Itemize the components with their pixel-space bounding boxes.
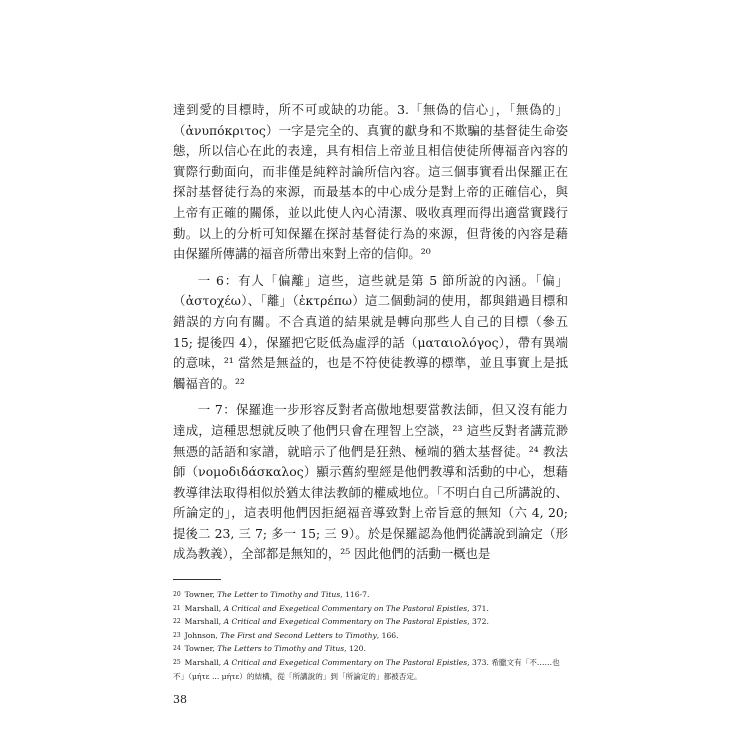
- footnote: [173, 588, 568, 602]
- body-text: [173, 100, 568, 571]
- paragraph: 一 7：保羅進一步形容反對者高傲地想要當教法師，但又沒有能力達成，這種思想就反映了他們只會在理智上空談，²³ 這些反對者講荒渺無憑的話語和家譜，就暗示了他們是狂熱、極端的猶太基督徒。²⁴ 教法師（νομοδιδάσκαλος）顯示舊約聖經是他們教導和活動的中心，想藉教導律法取得相似於猶太律法教師的權威地位。「不明白自己所講說的、所論定的」，這表明他們因拒絕福音導致對上帝旨意的無知（六 4, 20; 提後二 23, 三 7; 多一 15; 三 9）。於是保羅認為他們從講說到論定（形成為教義），全部都是無知的，²⁵ 因此他們的活動一概也是: [173, 402, 568, 562]
- footnote-author: Towner,: [184, 590, 218, 599]
- footnote: [173, 656, 568, 683]
- footnote-author: Marshall,: [184, 617, 224, 627]
- paragraph: 達到愛的目標時，所不可或缺的功能。3.「無偽的信心」，「無偽的」（ἀνυπόκριτος）一字是完全的、真實的獻身和不欺騙的基督徒生命姿態，所以信心在此的表達，具有相信上帝並且相信使徒所傳福音內容的實際行動面向，而非僅是純粹討論所信內容。這三個事實看出保羅正在探討基督徒行為的來源，而最基本的中心成分是對上帝的正確信心，與上帝有正確的關係，並以此使人內心清潔、吸收真理而得出適當實踐行動。以上的分析可知保羅在探討基督徒行為的來源，但背後的內容是藉由保羅所傳講的福音所帶出來對上帝的信仰。²⁰: [173, 102, 568, 262]
- footnote-author: Marshall,: [184, 657, 224, 667]
- footnote-rest: , 116-7.: [340, 590, 370, 599]
- footnote: [173, 615, 568, 629]
- footnote-rest: , 372.: [467, 617, 489, 627]
- footnote-number: 23: [173, 631, 181, 639]
- footnote-number: 20: [173, 591, 181, 598]
- footnote-title: A Critical and Exegetical Commentary on The Pastoral Epistles: [223, 603, 468, 613]
- footnotes: [173, 588, 568, 683]
- footnote-title: The Letter to Timothy and Titus: [217, 590, 341, 599]
- footnote-author: Marshall,: [184, 603, 224, 613]
- footnote: [173, 642, 568, 656]
- paragraph: 一 6：有人「偏離」這些，這些就是第 5 節所說的內涵。「偏」（ἀστοχέω）、「離」（ἐκτρέπω）這二個動詞的使用，都與錯過目標和錯誤的方向有關。不合真道的結果就是轉向那些人自己的目標（參五 15; 提後四 4），保羅把它貶低為虛浮的話（ματαιολόγος），帶有異端的意味，²¹ 當然是無益的，也是不符使徒教導的標準，並且事實上是抵觸福音的。²²: [173, 272, 568, 391]
- footnote-author: Towner,: [184, 644, 218, 654]
- footnote-rest: , 373. 希臘文有「不……也不」（μήτε ... μήτε）的結構，從「所講說的」到「所論定的」都被否定。: [173, 657, 560, 681]
- footnote-number: 25: [173, 658, 181, 666]
- footnote-rest: , 120.: [344, 644, 366, 654]
- footnote: [173, 629, 568, 643]
- footnote-number: 22: [173, 618, 181, 626]
- footnote: [173, 602, 568, 616]
- footnote-rest: , 371.: [467, 603, 489, 613]
- footnote-title: A Critical and Exegetical Commentary on The Pastoral Epistles: [223, 617, 468, 627]
- footnote-divider: [173, 579, 221, 580]
- page-number: 38: [173, 693, 187, 706]
- footnote-rest: , 166.: [376, 630, 399, 640]
- footnote-number: 24: [173, 645, 181, 653]
- footnote-author: Johnson,: [184, 630, 221, 640]
- footnote-title: A Critical and Exegetical Commentary on The Pastoral Epistles: [223, 657, 468, 667]
- footnote-number: 21: [173, 604, 181, 612]
- footnote-title: The Letters to Timothy and Titus: [217, 644, 345, 654]
- footnote-title: The First and Second Letters to Timothy: [220, 630, 377, 640]
